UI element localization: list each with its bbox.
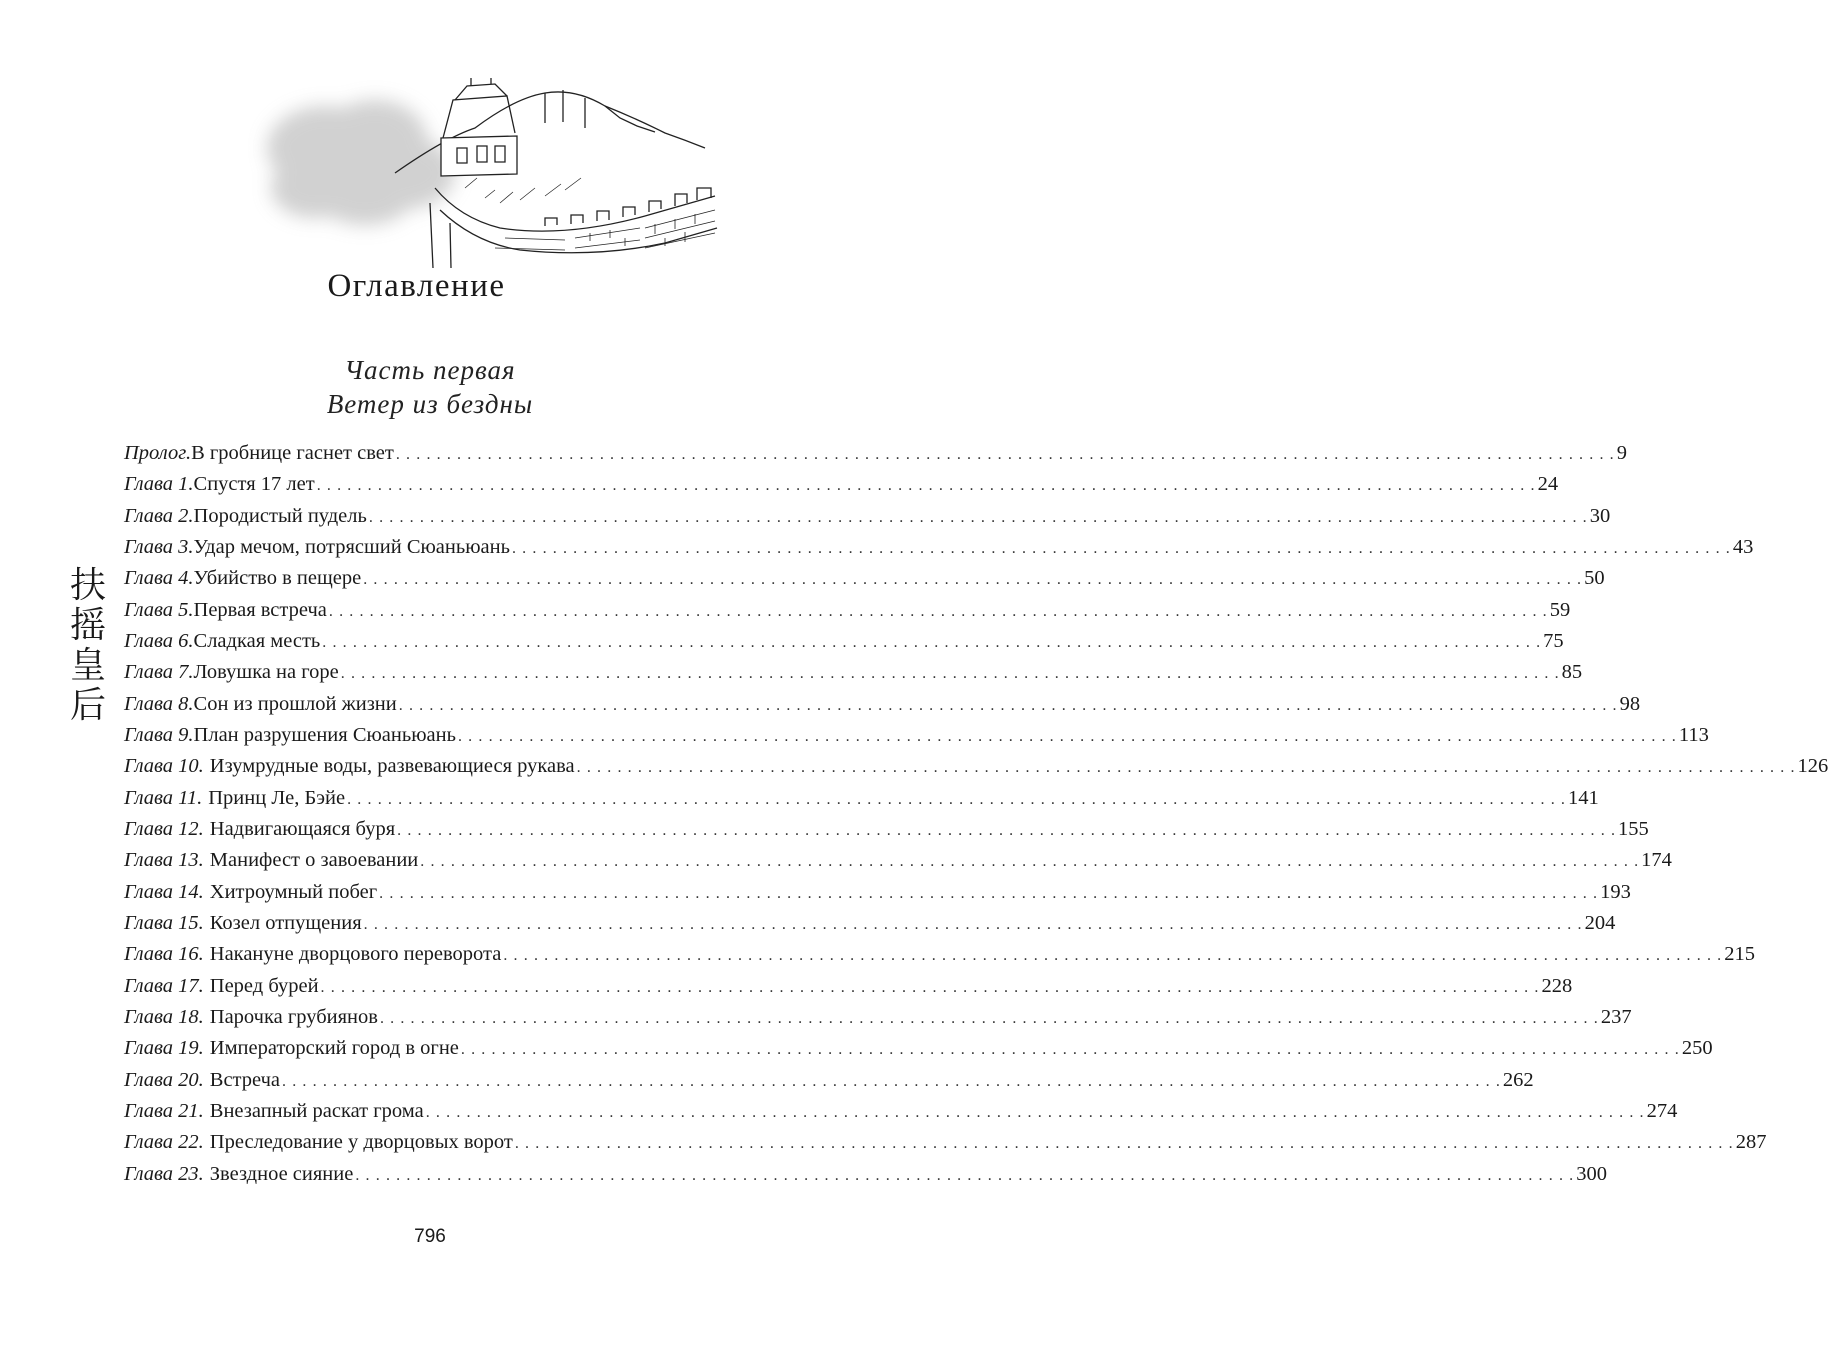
toc-page-number: 126	[1797, 755, 1828, 778]
toc-chapter-title: План разрушения Сюаньюань	[193, 723, 456, 746]
toc-chapter-title: Хитроумный побег	[209, 880, 378, 903]
toc-entry	[124, 751, 1828, 782]
toc-page-number: 215	[1724, 943, 1756, 966]
toc-chapter-label: Глава 20.	[124, 1068, 204, 1091]
toc-chapter-label: Глава 15.	[124, 911, 204, 934]
wall-sketch	[395, 78, 717, 268]
toc-leader-dots: . . . . . . . . . . . . . . . . . . . . . . . . . . . . . . . . . . . . . . . . . . . . . . . . . . . . . . . . . . . . . . . . . . . . . . . . . . . . . . . . . . . . . . . . . . . . . . . . . . . . . . . . . . . . . . . . . . . . . . . .	[320, 978, 1540, 996]
toc-page-number: 141	[1568, 786, 1599, 809]
toc-chapter-label: Пролог.	[124, 442, 192, 464]
toc-leader-dots: . . . . . . . . . . . . . . . . . . . . . . . . . . . . . . . . . . . . . . . . . . . . . . . . . . . . . . . . . . . . . . . . . . . . . . . . . . . . . . . . . . . . . . . . . . . . . . . . . . . . . . . . . . . . . . . . . . . . . . . .	[503, 947, 1723, 965]
toc-chapter-label: Глава 1.	[124, 473, 194, 496]
toc-page-number: 204	[1584, 911, 1616, 934]
toc-chapter-label: Глава 21.	[124, 1099, 204, 1122]
toc-page-number: 237	[1600, 1005, 1632, 1028]
toc-leader-dots: . . . . . . . . . . . . . . . . . . . . . . . . . . . . . . . . . . . . . . . . . . . . . . . . . . . . . . . . . . . . . . . . . . . . . . . . . . . . . . . . . . . . . . . . . . . . . . . . . . . . . . . . . . . . . . . . . . . . . . . .	[425, 1103, 1645, 1121]
toc-page-number: 50	[1584, 567, 1605, 590]
toc-entry	[124, 971, 1573, 1002]
toc-chapter-label: Глава 13.	[124, 849, 204, 872]
cjk-char: 后	[69, 685, 106, 726]
toc-chapter-title: Императорский город в огне	[209, 1037, 459, 1060]
toc-entry	[124, 720, 1709, 751]
toc-entry	[124, 1065, 1534, 1096]
toc-chapter-title: Удар мечом, потрясший Сюаньюань	[193, 535, 510, 558]
toc-entry	[124, 626, 1564, 657]
toc-leader-dots: . . . . . . . . . . . . . . . . . . . . . . . . . . . . . . . . . . . . . . . . . . . . . . . . . . . . . . . . . . . . . . . . . . . . . . . . . . . . . . . . . . . . . . . . . . . . . . . . . . . . . . . . . . . . . . . . . . . . . . . .	[282, 1072, 1501, 1090]
watercolor-cloud	[267, 100, 455, 225]
toc-chapter-label: Глава 5.	[124, 598, 194, 621]
toc-chapter-title: Козел отпущения	[209, 911, 362, 934]
toc-entry	[124, 469, 1559, 500]
toc-leader-dots: . . . . . . . . . . . . . . . . . . . . . . . . . . . . . . . . . . . . . . . . . . . . . . . . . . . . . . . . . . . . . . . . . . . . . . . . . . . . . . . . . . . . . . . . . . . . . . . . . . . . . . . . . . . . . . . . . . . . . . . .	[514, 1135, 1734, 1153]
toc-chapter-title: Породистый пудель	[193, 504, 367, 527]
table-of-contents	[124, 438, 1828, 1190]
toc-leader-dots: . . . . . . . . . . . . . . . . . . . . . . . . . . . . . . . . . . . . . . . . . . . . . . . . . . . . . . . . . . . . . . . . . . . . . . . . . . . . . . . . . . . . . . . . . . . . . . . . . . . . . . . . . . . . . . . . . . . . . . . .	[347, 790, 1566, 808]
toc-chapter-title: Принц Ле, Бэйе	[208, 786, 346, 809]
toc-page-number: 59	[1549, 598, 1571, 621]
toc-leader-dots: . . . . . . . . . . . . . . . . . . . . . . . . . . . . . . . . . . . . . . . . . . . . . . . . . . . . . . . . . . . . . . . . . . . . . . . . . . . . . . . . . . . . . . . . . . . . . . . . . . . . . . . . . . . . . . . . . . . . . . . .	[511, 539, 1731, 557]
toc-entry	[124, 1159, 1608, 1190]
toc-leader-dots: . . . . . . . . . . . . . . . . . . . . . . . . . . . . . . . . . . . . . . . . . . . . . . . . . . . . . . . . . . . . . . . . . . . . . . . . . . . . . . . . . . . . . . . . . . . . . . . . . . . . . . . . . . . . . . . . . . . . . . . .	[316, 477, 1536, 495]
toc-page-number: 193	[1600, 880, 1631, 903]
toc-entry	[124, 1033, 1713, 1064]
toc-chapter-label: Глава 3.	[124, 535, 194, 558]
toc-entry	[124, 689, 1641, 720]
toc-leader-dots: . . . . . . . . . . . . . . . . . . . . . . . . . . . . . . . . . . . . . . . . . . . . . . . . . . . . . . . . . . . . . . . . . . . . . . . . . . . . . . . . . . . . . . . . . . . . . . . . . . . . . . . . . . . . . . . . . . . . . . . .	[420, 853, 1640, 871]
toc-leader-dots: . . . . . . . . . . . . . . . . . . . . . . . . . . . . . . . . . . . . . . . . . . . . . . . . . . . . . . . . . . . . . . . . . . . . . . . . . . . . . . . . . . . . . . . . . . . . . . . . . . . . . . . . . . . . . . . . . . . . . . . .	[368, 508, 1588, 526]
toc-leader-dots: . . . . . . . . . . . . . . . . . . . . . . . . . . . . . . . . . . . . . . . . . . . . . . . . . . . . . . . . . . . . . . . . . . . . . . . . . . . . . . . . . . . . . . . . . . . . . . . . . . . . . . . . . . . . . . . . . . . . . . . .	[397, 821, 1617, 839]
toc-chapter-title: Перед бурей	[209, 974, 319, 997]
vertical-cjk-title	[66, 566, 110, 726]
toc-entry	[124, 1002, 1632, 1033]
page-number: 796	[414, 1226, 446, 1247]
toc-chapter-title: Звездное сияние	[209, 1162, 354, 1185]
toc-chapter-label: Глава 11.	[124, 786, 203, 809]
toc-chapter-label: Глава 19.	[124, 1037, 204, 1060]
toc-chapter-label: Глава 18.	[124, 1005, 204, 1028]
toc-page-number: 262	[1502, 1068, 1534, 1091]
toc-entry	[124, 845, 1672, 876]
toc-chapter-title: Убийство в пещере	[193, 567, 362, 590]
toc-entry	[124, 877, 1631, 908]
toc-leader-dots: . . . . . . . . . . . . . . . . . . . . . . . . . . . . . . . . . . . . . . . . . . . . . . . . . . . . . . . . . . . . . . . . . . . . . . . . . . . . . . . . . . . . . . . . . . . . . . . . . . . . . . . . . . . . . . . . . . . . . . . .	[576, 759, 1796, 777]
toc-leader-dots: . . . . . . . . . . . . . . . . . . . . . . . . . . . . . . . . . . . . . . . . . . . . . . . . . . . . . . . . . . . . . . . . . . . . . . . . . . . . . . . . . . . . . . . . . . . . . . . . . . . . . . . . . . . . . . . . . . . . . . . .	[355, 1166, 1575, 1184]
toc-chapter-label: Глава 8.	[124, 692, 194, 715]
toc-chapter-title: Накануне дворцового переворота	[209, 943, 502, 966]
toc-entry	[124, 1127, 1767, 1158]
toc-chapter-label: Глава 16.	[124, 943, 204, 966]
toc-entry	[124, 939, 1756, 970]
toc-page-number: 274	[1646, 1099, 1678, 1122]
cjk-char: 扶	[69, 565, 106, 606]
toc-leader-dots: . . . . . . . . . . . . . . . . . . . . . . . . . . . . . . . . . . . . . . . . . . . . . . . . . . . . . . . . . . . . . . . . . . . . . . . . . . . . . . . . . . . . . . . . . . . . . . . . . . . . . . . . . . . . . . . . . . . . . . . .	[340, 665, 1560, 683]
toc-chapter-title: Сон из прошлой жизни	[193, 692, 397, 715]
toc-entry	[124, 783, 1599, 814]
toc-chapter-label: Глава 17.	[124, 974, 204, 997]
toc-leader-dots: . . . . . . . . . . . . . . . . . . . . . . . . . . . . . . . . . . . . . . . . . . . . . . . . . . . . . . . . . . . . . . . . . . . . . . . . . . . . . . . . . . . . . . . . . . . . . . . . . . . . . . . . . . . . . . . . . . . . . . . .	[363, 915, 1583, 933]
toc-page-number: 155	[1618, 817, 1649, 840]
toc-page-number: 24	[1537, 473, 1559, 496]
toc-chapter-label: Глава 22.	[124, 1131, 204, 1154]
toc-leader-dots: . . . . . . . . . . . . . . . . . . . . . . . . . . . . . . . . . . . . . . . . . . . . . . . . . . . . . . . . . . . . . . . . . . . . . . . . . . . . . . . . . . . . . . . . . . . . . . . . . . . . . . . . . . . . . . . . . . . . . . . .	[395, 446, 1615, 463]
toc-entry	[124, 532, 1754, 563]
toc-chapter-label: Глава 7.	[124, 661, 194, 684]
toc-chapter-title: Манифест о завоевании	[209, 849, 419, 872]
toc-chapter-label: Глава 2.	[124, 504, 194, 527]
toc-leader-dots: . . . . . . . . . . . . . . . . . . . . . . . . . . . . . . . . . . . . . . . . . . . . . . . . . . . . . . . . . . . . . . . . . . . . . . . . . . . . . . . . . . . . . . . . . . . . . . . . . . . . . . . . . . . . . . . . . . . . . . . .	[363, 571, 1583, 589]
toc-entry	[124, 657, 1583, 688]
toc-page-number: 85	[1561, 661, 1583, 684]
toc-page-number: 113	[1678, 723, 1709, 746]
toc-chapter-title: Ловушка на горе	[193, 661, 339, 684]
toc-entry	[124, 438, 1627, 469]
toc-page-number: 9	[1616, 442, 1627, 464]
part-label: Часть первая	[344, 355, 516, 385]
toc-chapter-label: Глава 23.	[124, 1162, 204, 1185]
toc-leader-dots: . . . . . . . . . . . . . . . . . . . . . . . . . . . . . . . . . . . . . . . . . . . . . . . . . . . . . . . . . . . . . . . . . . . . . . . . . . . . . . . . . . . . . . . . . . . . . . . . . . . . . . . . . . . . . . . . . . . . . . . .	[328, 602, 1548, 620]
toc-chapter-title: Спустя 17 лет	[193, 473, 315, 496]
toc-leader-dots: . . . . . . . . . . . . . . . . . . . . . . . . . . . . . . . . . . . . . . . . . . . . . . . . . . . . . . . . . . . . . . . . . . . . . . . . . . . . . . . . . . . . . . . . . . . . . . . . . . . . . . . . . . . . . . . . . . . . . . . .	[460, 1041, 1680, 1059]
toc-page-number: 250	[1681, 1037, 1713, 1060]
toc-page-number: 30	[1589, 504, 1611, 527]
toc-page-number: 228	[1541, 974, 1573, 997]
toc-chapter-label: Глава 12.	[124, 817, 204, 840]
toc-leader-dots: . . . . . . . . . . . . . . . . . . . . . . . . . . . . . . . . . . . . . . . . . . . . . . . . . . . . . . . . . . . . . . . . . . . . . . . . . . . . . . . . . . . . . . . . . . . . . . . . . . . . . . . . . . . . . . . . . . . . . . . .	[322, 633, 1542, 651]
toc-entry	[124, 908, 1616, 939]
toc-leader-dots: . . . . . . . . . . . . . . . . . . . . . . . . . . . . . . . . . . . . . . . . . . . . . . . . . . . . . . . . . . . . . . . . . . . . . . . . . . . . . . . . . . . . . . . . . . . . . . . . . . . . . . . . . . . . . . . . . . . . . . . .	[379, 1009, 1599, 1027]
toc-entry	[124, 501, 1611, 532]
great-wall-illustration	[245, 78, 725, 268]
toc-chapter-title: Сладкая месть	[193, 629, 321, 652]
toc-chapter-title: Встреча	[209, 1068, 281, 1091]
toc-entry	[124, 563, 1605, 594]
toc-leader-dots: . . . . . . . . . . . . . . . . . . . . . . . . . . . . . . . . . . . . . . . . . . . . . . . . . . . . . . . . . . . . . . . . . . . . . . . . . . . . . . . . . . . . . . . . . . . . . . . . . . . . . . . . . . . . . . . . . . . . . . . .	[398, 696, 1618, 714]
toc-chapter-label: Глава 10.	[124, 755, 204, 778]
toc-entry	[124, 595, 1571, 626]
toc-chapter-title: Внезапный раскат грома	[209, 1099, 424, 1122]
toc-page-number: 43	[1732, 535, 1754, 558]
toc-chapter-title: Преследование у дворцовых ворот	[209, 1131, 513, 1154]
page-title: Оглавление	[327, 268, 506, 304]
toc-entry	[124, 814, 1649, 845]
part-subtitle: Ветер из бездны	[326, 389, 534, 419]
toc-entry	[124, 1096, 1678, 1127]
toc-chapter-title: Первая встреча	[193, 598, 327, 621]
toc-page-number: 300	[1576, 1162, 1608, 1185]
toc-page-number: 174	[1641, 849, 1672, 872]
toc-chapter-title: В гробнице гаснет свет	[191, 442, 394, 464]
toc-chapter-title: Надвигающаяся буря	[209, 817, 396, 840]
toc-page-number: 98	[1619, 692, 1641, 715]
cjk-char: 摇	[69, 605, 106, 646]
toc-leader-dots: . . . . . . . . . . . . . . . . . . . . . . . . . . . . . . . . . . . . . . . . . . . . . . . . . . . . . . . . . . . . . . . . . . . . . . . . . . . . . . . . . . . . . . . . . . . . . . . . . . . . . . . . . . . . . . . . . . . . . . . .	[379, 884, 1599, 902]
toc-page-number: 287	[1735, 1131, 1767, 1154]
toc-chapter-title: Парочка грубиянов	[209, 1005, 378, 1028]
toc-chapter-label: Глава 4.	[124, 567, 194, 590]
cjk-char: 皇	[69, 645, 106, 686]
toc-chapter-title: Изумрудные воды, развевающиеся рукава	[209, 755, 575, 778]
toc-chapter-label: Глава 9.	[124, 723, 194, 746]
toc-chapter-label: Глава 6.	[124, 629, 194, 652]
toc-leader-dots: . . . . . . . . . . . . . . . . . . . . . . . . . . . . . . . . . . . . . . . . . . . . . . . . . . . . . . . . . . . . . . . . . . . . . . . . . . . . . . . . . . . . . . . . . . . . . . . . . . . . . . . . . . . . . . . . . . . . . . . .	[457, 727, 1677, 745]
toc-chapter-label: Глава 14.	[124, 880, 204, 903]
toc-page-number: 75	[1543, 629, 1564, 652]
